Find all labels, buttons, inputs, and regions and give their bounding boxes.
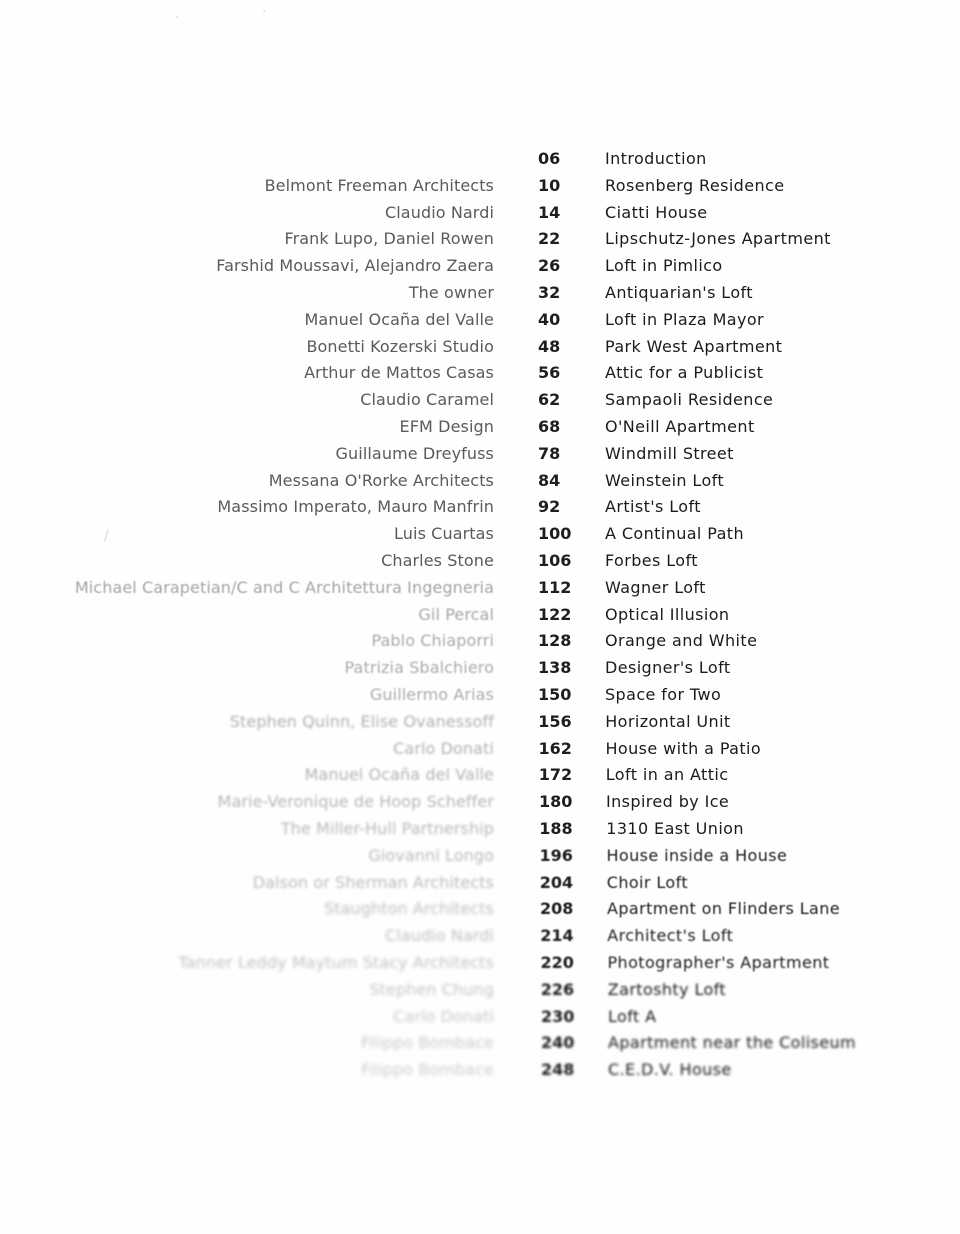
toc-row [0,789,960,816]
toc-title: Loft in Plaza Mayor [605,309,765,329]
toc-title: Ciatti House [605,202,708,222]
toc-row [0,173,960,200]
toc-row [0,1004,960,1031]
toc-row [0,575,960,602]
toc-page-number: 122 [538,604,572,624]
toc-title: Loft in an Attic [605,765,729,785]
toc-page-number: 204 [539,872,574,892]
toc-title: Antiquarian's Loft [605,282,753,302]
toc-title: Introduction [605,149,707,168]
toc-title: Horizontal Unit [605,711,731,731]
toc-page-number: 40 [538,309,561,329]
toc-title: C.E.D.V. House [608,1060,732,1080]
toc-author: Frank Lupo, Daniel Rowen [284,229,494,249]
toc-page-number: 48 [538,336,561,356]
toc-title: Zartoshty Loft [607,979,727,999]
toc-title: Choir Loft [606,872,689,892]
toc-page-number: 230 [541,1006,575,1026]
toc-author: Dalson or Sherman Architects [252,872,494,892]
toc-title: Loft A [608,1006,657,1026]
toc-page-number: 106 [538,550,572,570]
toc-page-number: 162 [538,738,572,758]
toc-title: Orange and White [605,631,758,651]
toc-row [0,253,960,280]
toc-title: Inspired by Ice [606,792,730,812]
toc-author: Guillermo Arias [369,684,494,704]
toc-title: Architect's Loft [607,926,734,946]
toc-title: House with a Patio [605,738,762,758]
toc-page-number: 214 [540,926,574,946]
toc-author: Carlo Donati [393,1006,494,1026]
toc-page-number: 62 [538,390,561,410]
toc-page-number: 180 [539,792,573,812]
toc-author: Claudio Caramel [360,390,494,410]
toc-row [0,655,960,682]
toc-title: Rosenberg Residence [605,175,785,195]
toc-author: Charles Stone [381,550,494,570]
toc-page-number: 92 [538,497,561,517]
toc-author: Filippo Bombace [360,1060,494,1080]
toc-author: Patrizia Sbalchiero [344,658,494,678]
toc-title: 1310 East Union [606,818,744,838]
toc-row [0,280,960,307]
toc-page-number: 196 [539,845,573,865]
toc-title: Artist's Loft [605,497,701,517]
toc-page-number: 156 [538,711,572,731]
toc-row [0,307,960,334]
toc-row [0,548,960,575]
toc-title: Windmill Street [605,443,734,463]
toc-title: Wagner Loft [605,577,706,597]
toc-row [0,468,960,495]
toc-author: Luis Cuartas [394,524,494,544]
toc-page-number: 240 [541,1033,575,1053]
scan-speck: · [262,4,267,20]
toc-row [0,843,960,870]
toc-title: Space for Two [605,684,722,704]
toc-page-number: 220 [540,952,574,972]
toc-row [0,628,960,655]
toc-page-number: 150 [538,684,572,704]
toc-row [0,521,960,548]
toc-title: House inside a House [606,845,788,865]
toc-title: Photographer's Apartment [607,952,830,972]
toc-author: Staughton Architects [323,899,494,919]
toc-author: The owner [408,282,494,302]
toc-author: Tanner Leddy Maytum Stacy Architects [178,952,494,972]
toc-page-number: 226 [540,979,575,999]
toc-title: Optical Illusion [605,604,730,624]
toc-author: Gil Percal [418,604,494,624]
toc-page-number: 78 [538,443,561,463]
toc-row [0,1057,960,1084]
toc-title: Weinstein Loft [605,470,725,490]
toc-page-number: 56 [538,363,561,383]
toc-author: Carlo Donati [393,738,494,758]
toc-page-number: 68 [538,416,561,436]
toc-row [0,977,960,1004]
toc-row [0,334,960,361]
toc-row [0,200,960,227]
toc-row [0,146,960,173]
toc-author: Messana O'Rorke Architects [268,470,494,490]
toc-page-number: 138 [538,658,572,678]
toc-page-number: 188 [539,818,573,838]
toc-page-number: 84 [538,470,561,490]
toc-row [0,1030,960,1057]
toc-page-number: 06 [538,149,561,168]
toc-page-number: 128 [538,631,572,651]
toc-author: Marie-Veronique de Hoop Scheffer [217,792,494,812]
toc-author: Massimo Imperato, Mauro Manfrin [217,497,494,517]
toc-title: A Continual Path [605,524,745,544]
toc-page-number: 22 [538,229,561,249]
toc-row [0,602,960,629]
toc-author: Stephen Chung [369,979,494,999]
toc-title: Forbes Loft [605,550,698,570]
toc-title: O'Neill Apartment [605,416,755,436]
toc-author: Bonetti Kozerski Studio [306,336,494,356]
toc-row [0,896,960,923]
scan-speck: / [104,528,109,544]
toc-row [0,762,960,789]
toc-author: Arthur de Mattos Casas [304,363,494,383]
toc-author: Giovanni Longo [368,845,494,865]
toc-author: Manuel Ocaña del Valle [304,765,494,785]
toc-title: Apartment near the Coliseum [608,1033,857,1053]
toc-page-number: 100 [538,524,572,544]
toc-row [0,870,960,897]
toc-author: Farshid Moussavi, Alejandro Zaera [216,256,494,276]
table-of-contents [0,146,960,1084]
toc-title: Park West Apartment [605,336,783,356]
toc-page-number: 32 [538,282,561,302]
toc-row [0,682,960,709]
toc-page-number: 112 [538,577,572,597]
toc-row [0,736,960,763]
toc-row [0,709,960,736]
toc-author: Claudio Nardi [384,202,494,222]
scan-speck: · [175,10,180,26]
toc-page-number: 172 [538,765,573,785]
toc-author: Filippo Bombace [360,1033,494,1053]
toc-row [0,441,960,468]
toc-row [0,494,960,521]
toc-row [0,226,960,253]
toc-row [0,816,960,843]
toc-title: Sampaoli Residence [605,390,774,410]
toc-author: Pablo Chiaporri [371,631,494,651]
toc-page-number: 208 [540,899,574,919]
toc-page-number: 14 [538,202,561,222]
toc-author: EFM Design [399,416,494,436]
toc-title: Attic for a Publicist [605,363,764,383]
toc-author: Claudio Nardi [384,926,494,946]
toc-title: Apartment on Flinders Lane [607,899,841,919]
toc-page-number: 26 [538,256,561,276]
toc-author: Belmont Freeman Architects [264,175,494,195]
toc-author: Manuel Ocaña del Valle [304,309,494,329]
toc-author: Michael Carapetian/C and C Architettura Ingegneria [74,577,494,597]
toc-title: Designer's Loft [605,658,731,678]
toc-row [0,950,960,977]
toc-title: Loft in Pimlico [605,256,723,276]
toc-author: Guillaume Dreyfuss [335,443,494,463]
toc-page-number: 248 [541,1060,575,1080]
toc-page-number: 10 [538,175,561,195]
toc-row [0,923,960,950]
toc-author: Stephen Quinn, Elise Ovanessoff [229,711,494,731]
toc-row [0,360,960,387]
toc-row [0,414,960,441]
toc-author: The Miller-Hull Partnership [280,818,494,838]
toc-row [0,387,960,414]
toc-title: Lipschutz-Jones Apartment [605,229,831,249]
